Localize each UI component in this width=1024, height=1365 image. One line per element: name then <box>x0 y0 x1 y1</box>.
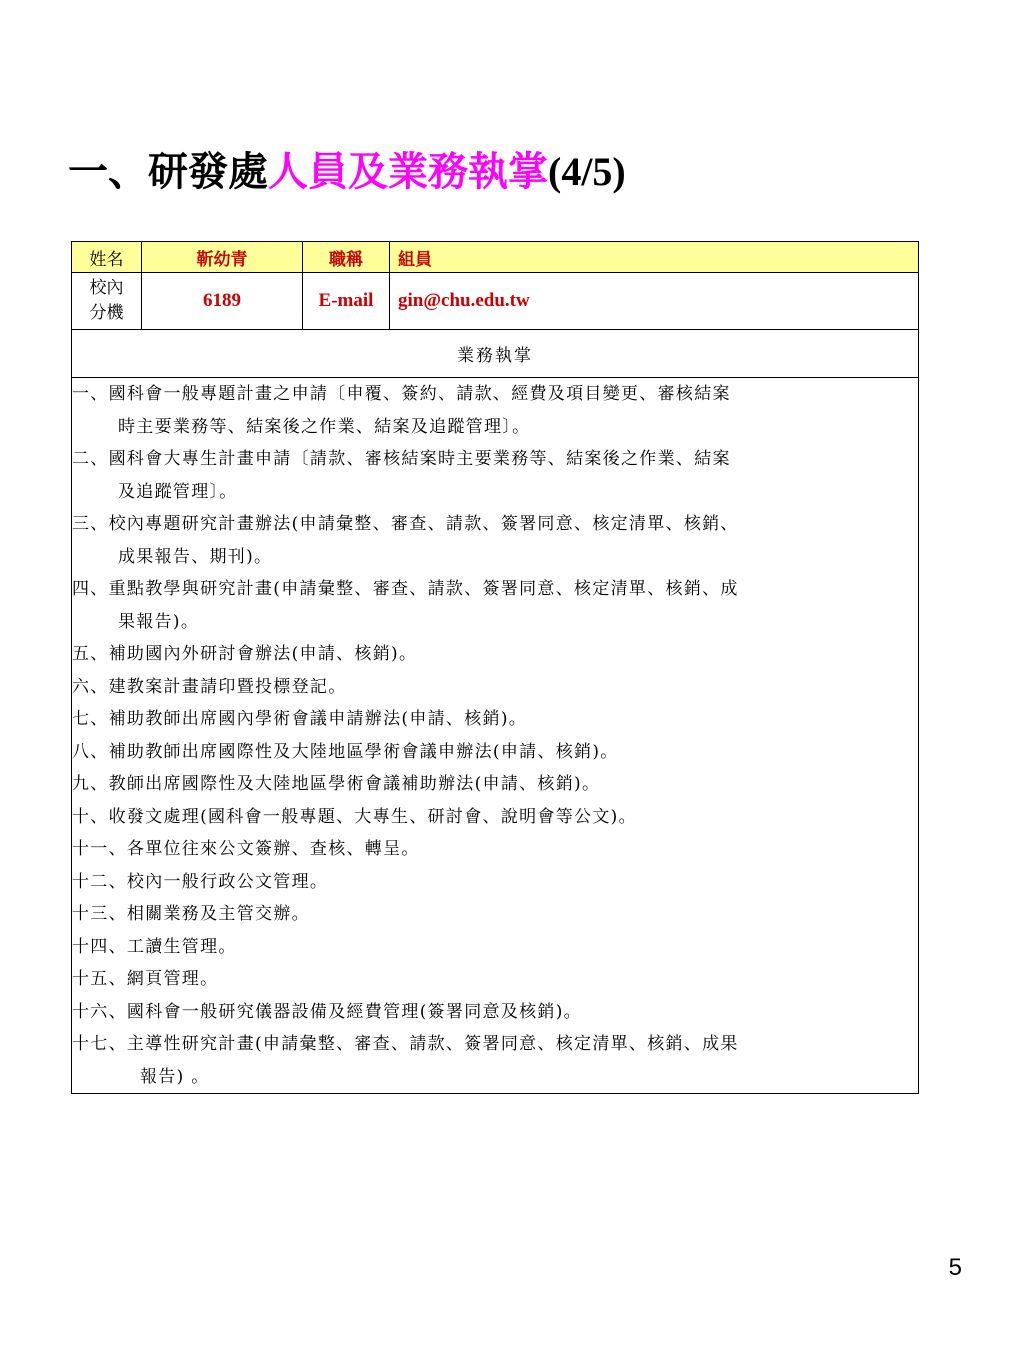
staff-card-table <box>71 241 919 1094</box>
duty-item <box>72 443 918 508</box>
duty-item-line2: 時主要業務等、結案後之作業、結案及追蹤管理〕。 <box>118 416 531 437</box>
duty-item <box>72 963 918 996</box>
job-label: 職稱 <box>303 242 390 273</box>
extension-label-line2: 分機 <box>89 303 124 323</box>
duty-item-line1: 十四、工讀生管理。 <box>72 936 237 957</box>
duty-item-line1: 十、收發文處理(國科會一般專題、大專生、研討會、說明會等公文)。 <box>72 806 637 827</box>
duty-item-line1: 十二、校內一般行政公文管理。 <box>72 871 329 892</box>
duty-item <box>72 573 918 638</box>
name-value: 靳幼青 <box>142 242 303 273</box>
duty-item <box>72 703 918 736</box>
duty-item-line2: 成果報告、期刊)。 <box>118 546 273 567</box>
extension-label <box>72 273 142 330</box>
duty-item <box>72 736 918 769</box>
duties-header: 業務執掌 <box>72 330 919 378</box>
duty-item <box>72 931 918 964</box>
duty-item <box>72 1028 918 1093</box>
duty-item-line1: 五、補助國內外研討會辦法(申請、核銷)。 <box>72 644 418 664</box>
email-label: E-mail <box>303 273 390 330</box>
title-highlight: 人員及業務執掌 <box>268 148 548 195</box>
page-number: 5 <box>948 1254 962 1281</box>
duty-item-line1: 三、校內專題研究計畫辦法(申請彙整、審查、請款、簽署同意、核定清單、核銷、 <box>72 514 739 534</box>
duty-item-line1: 四、重點教學與研究計畫(申請彙整、審查、請款、簽署同意、核定清單、核銷、成 <box>72 579 739 599</box>
duty-item-line1: 十一、各單位往來公文簽辦、查核、轉呈。 <box>72 839 420 859</box>
duty-item <box>72 898 918 931</box>
duty-item-line2: 果報告)。 <box>118 611 200 632</box>
duty-item-line1: 十七、主導性研究計畫(申請彙整、審查、請款、簽署同意、核定清單、核銷、成果 <box>72 1034 739 1054</box>
duty-item <box>72 801 918 834</box>
duty-item-line2: 及追蹤管理〕。 <box>118 481 238 502</box>
duty-item-line1: 九、教師出席國際性及大陸地區學術會議補助辦法(申請、核銷)。 <box>72 774 601 794</box>
duty-item-line1: 一、國科會一般專題計畫之申請〔申覆、簽約、請款、經費及項目變更、審核結案 <box>72 384 731 404</box>
duties-list <box>72 378 919 1094</box>
email-value: gin@chu.edu.tw <box>390 273 919 330</box>
job-value: 組員 <box>390 242 919 273</box>
duty-item <box>72 866 918 899</box>
duty-item-line1: 十三、相關業務及主管交辦。 <box>72 904 310 924</box>
duty-item-line1: 十五、網頁管理。 <box>72 969 219 989</box>
duty-item <box>72 638 918 671</box>
duty-item <box>72 996 918 1029</box>
contact-row <box>72 273 919 330</box>
duty-item-line1: 十六、國科會一般研究儀器設備及經費管理(簽署同意及核銷)。 <box>72 1001 582 1022</box>
extension-value: 6189 <box>142 273 303 330</box>
duty-item-line2: 報告) 。 <box>140 1066 210 1087</box>
title-suffix: (4/5) <box>548 149 626 194</box>
duty-item <box>72 833 918 866</box>
duty-item <box>72 378 918 443</box>
duty-item-line1: 二、國科會大專生計畫申請〔請款、審核結案時主要業務等、結案後之作業、結案 <box>72 449 731 469</box>
duties-header-row <box>72 330 919 378</box>
duty-item <box>72 768 918 801</box>
duty-item-line1: 六、建教案計畫請印暨投標登記。 <box>72 676 347 697</box>
name-label: 姓名 <box>72 242 142 273</box>
title-prefix: 一、研發處 <box>68 148 268 195</box>
duties-row <box>72 378 919 1094</box>
duty-item <box>72 671 918 704</box>
duty-item-line1: 七、補助教師出席國內學術會議申請辦法(申請、核銷)。 <box>72 709 528 729</box>
extension-label-line1: 校內 <box>89 278 124 298</box>
duty-item-line1: 八、補助教師出席國際性及大陸地區學術會議申辦法(申請、核銷)。 <box>72 741 619 762</box>
page-title <box>68 146 626 198</box>
name-row <box>72 242 919 273</box>
duty-item <box>72 508 918 573</box>
